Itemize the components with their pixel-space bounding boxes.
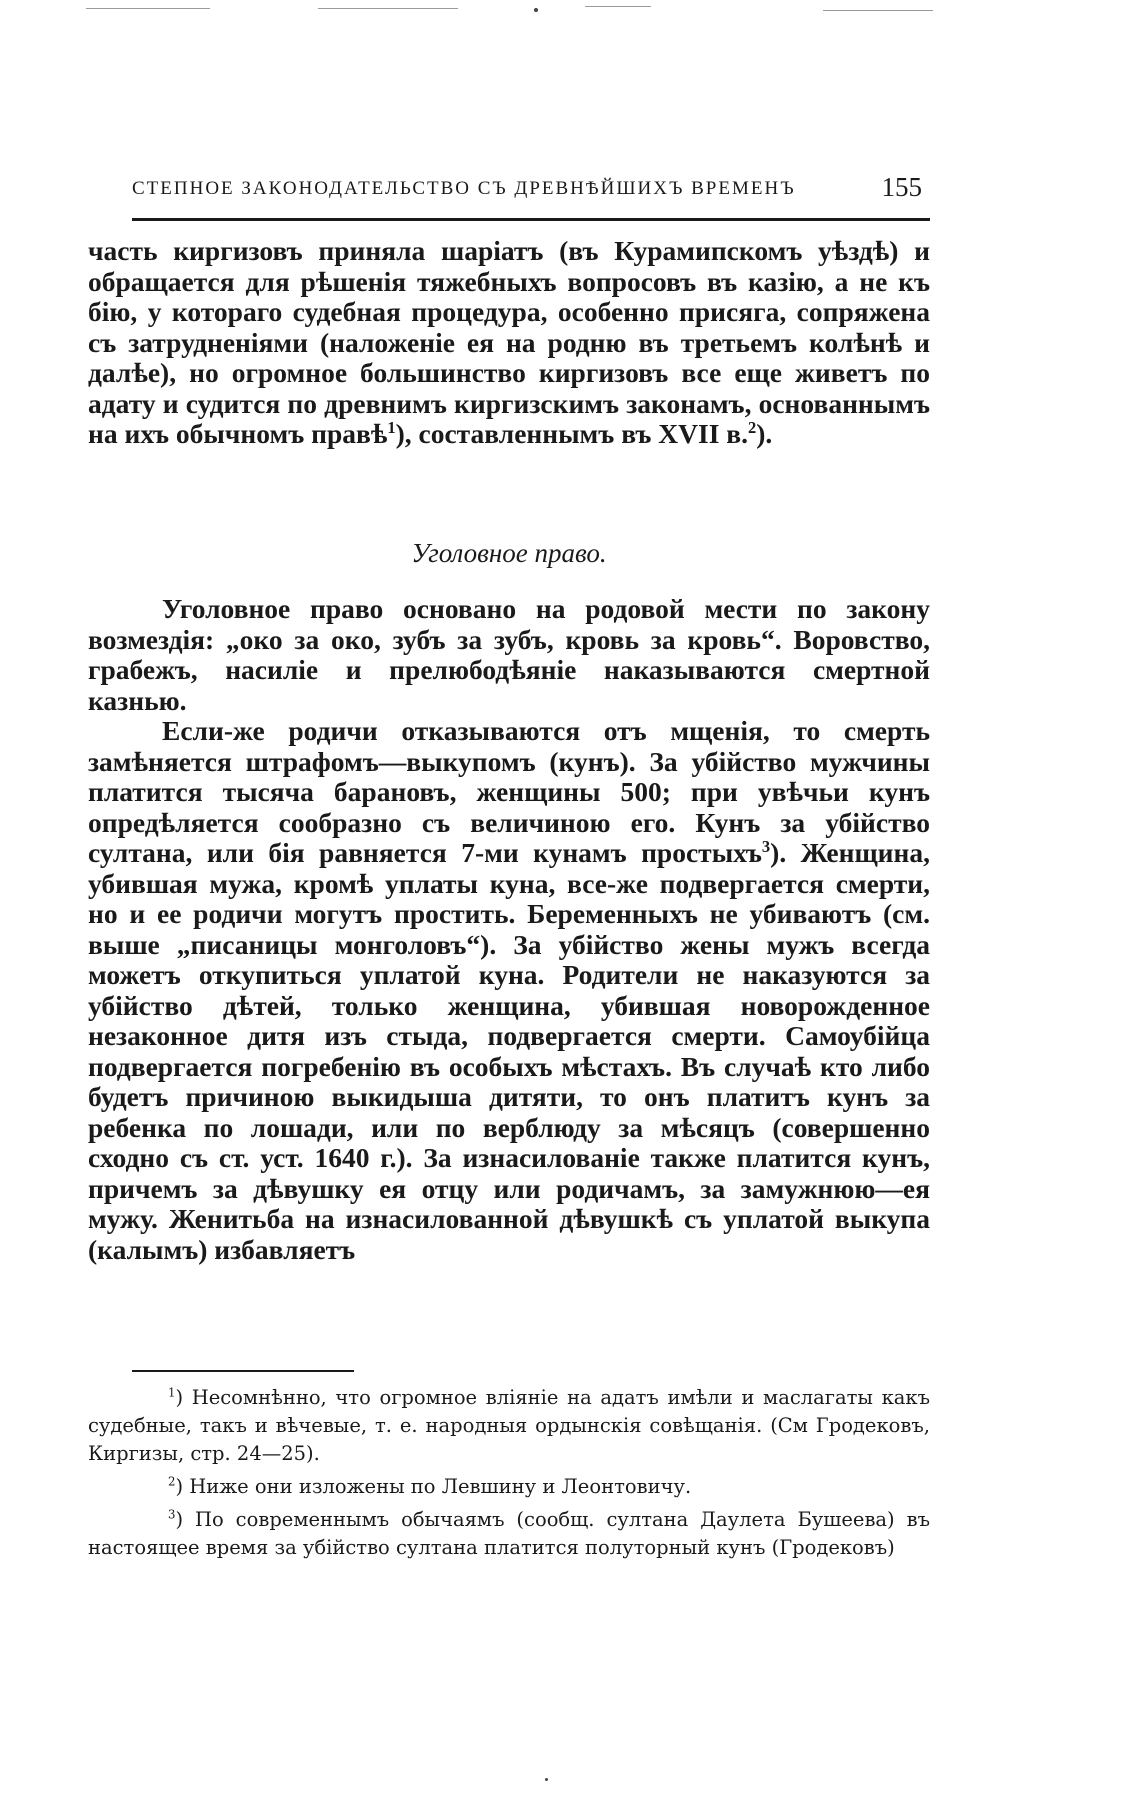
footnote-text: ) Несомнѣнно, что огромное вліяніе на адатъ имѣли и маслагаты какъ судебные, такъ и вѣчевые, т. е. народныя ордынскія совѣщанія. (См Гродековъ, Киргизы, стр. 24—25). — [88, 1386, 930, 1465]
footnote-marker: 1 — [168, 1385, 176, 1400]
scan-artifact-line — [823, 10, 933, 11]
section-heading: Уголовное право. — [411, 538, 607, 568]
footnote — [88, 1506, 930, 1562]
scan-artifact-line — [585, 6, 651, 7]
paragraph-text: Если-же родичи отказываются отъ мщенія, то смерть замѣняется штрафомъ—выкупомъ (кунъ). За убійство мужчины платится тысяча барановъ, женщины 500; при увѣчьи кунъ опредѣляется сообразно съ величиною его. Кунъ за убійство султана, или бія равняется 7-ми кунамъ простыхъ — [88, 715, 930, 868]
footnote — [88, 1473, 930, 1501]
footnote-marker: 3 — [168, 1507, 176, 1522]
footnote-text: ) Ниже они изложены по Левшину и Леонтовичу. — [175, 1475, 692, 1498]
footnote — [88, 1384, 930, 1468]
section-body — [88, 594, 930, 1265]
header-title: СТЕПНОЕ ЗАКОНОДАТЕЛЬСТВО СЪ ДРЕВНѢЙШИХЪ ВРЕМЕНЪ — [132, 178, 796, 199]
footnote-marker: 2 — [168, 1474, 176, 1489]
footnotes — [88, 1384, 930, 1567]
paragraph: Уголовное право основано на родовой мести по закону возмездія: „око за око, зубъ за зубъ, кровь за кровь“. Воровство, грабежъ, насиліе и прелюбодѣяніе наказываются смертной казнью. — [88, 593, 930, 716]
footnote-text: ) По современнымъ обычаямъ (сообщ. султана Даулета Бушеева) въ настоящее время за убійство султана платится полуторный кунъ (Гродековъ) — [88, 1508, 930, 1559]
scan-artifact-line — [318, 8, 458, 9]
scan-speck — [534, 8, 538, 12]
paragraph-continued — [88, 236, 930, 450]
paragraph-text: ), составленнымъ въ XVII в. — [395, 418, 748, 449]
paragraph — [88, 716, 930, 1265]
running-header — [132, 168, 930, 221]
paragraph-text: часть киргизовъ приняла шаріатъ (въ Курамипскомъ уѣздѣ) и обращается для рѣшенія тяжебныхъ вопросовъ въ казію, а не къ бію, у котораго судебная процедура, особенно присяга, сопряжена съ затрудненіями (наложеніе ея на родню въ третьемъ колѣнѣ и далѣе), но огромное большинство киргизовъ все еще живетъ по адату и судится по древнимъ киргизскимъ законамъ, основаннымъ на ихъ обычномъ правѣ — [88, 235, 930, 449]
paragraph-text: ). Женщина, убившая мужа, кромѣ уплаты куна, все-же подвергается смерти, но и ее родичи могутъ простить. Беременныхъ не убиваютъ (см. выше „писаницы монголовъ“). За убійство жены мужъ всегда можетъ откупиться уплатой куна. Родители не наказуются за убійство дѣтей, только женщина, убившая новорожденное незаконное дитя изъ стыда, подвергается смерти. Самоубійца подвергается погребенію въ особыхъ мѣстахъ. Въ случаѣ кто либо будетъ причиною выкидыша дитяти, то онъ платитъ кунъ за ребенка по лошади, или по верблюду за мѣсяцъ (совершенно сходно съ ст. уст. 1640 г.). За изнасилованіе также платится кунъ, причемъ за дѣвушку ея отцу или родичамъ, за замужнюю—ея мужу. Женитьба на изнасилованной дѣвушкѣ съ уплатой выкупа (калымъ) избавляетъ — [88, 837, 930, 1265]
footnote-ref: 2 — [748, 417, 757, 437]
paragraph-text: ). — [756, 418, 773, 449]
scan-speck — [545, 1778, 548, 1781]
scan-artifact-line — [86, 8, 210, 9]
footnote-ref: 3 — [761, 836, 771, 856]
footnote-ref: 1 — [387, 417, 396, 437]
footnote-separator — [132, 1370, 354, 1372]
page-number: 155 — [881, 172, 922, 202]
